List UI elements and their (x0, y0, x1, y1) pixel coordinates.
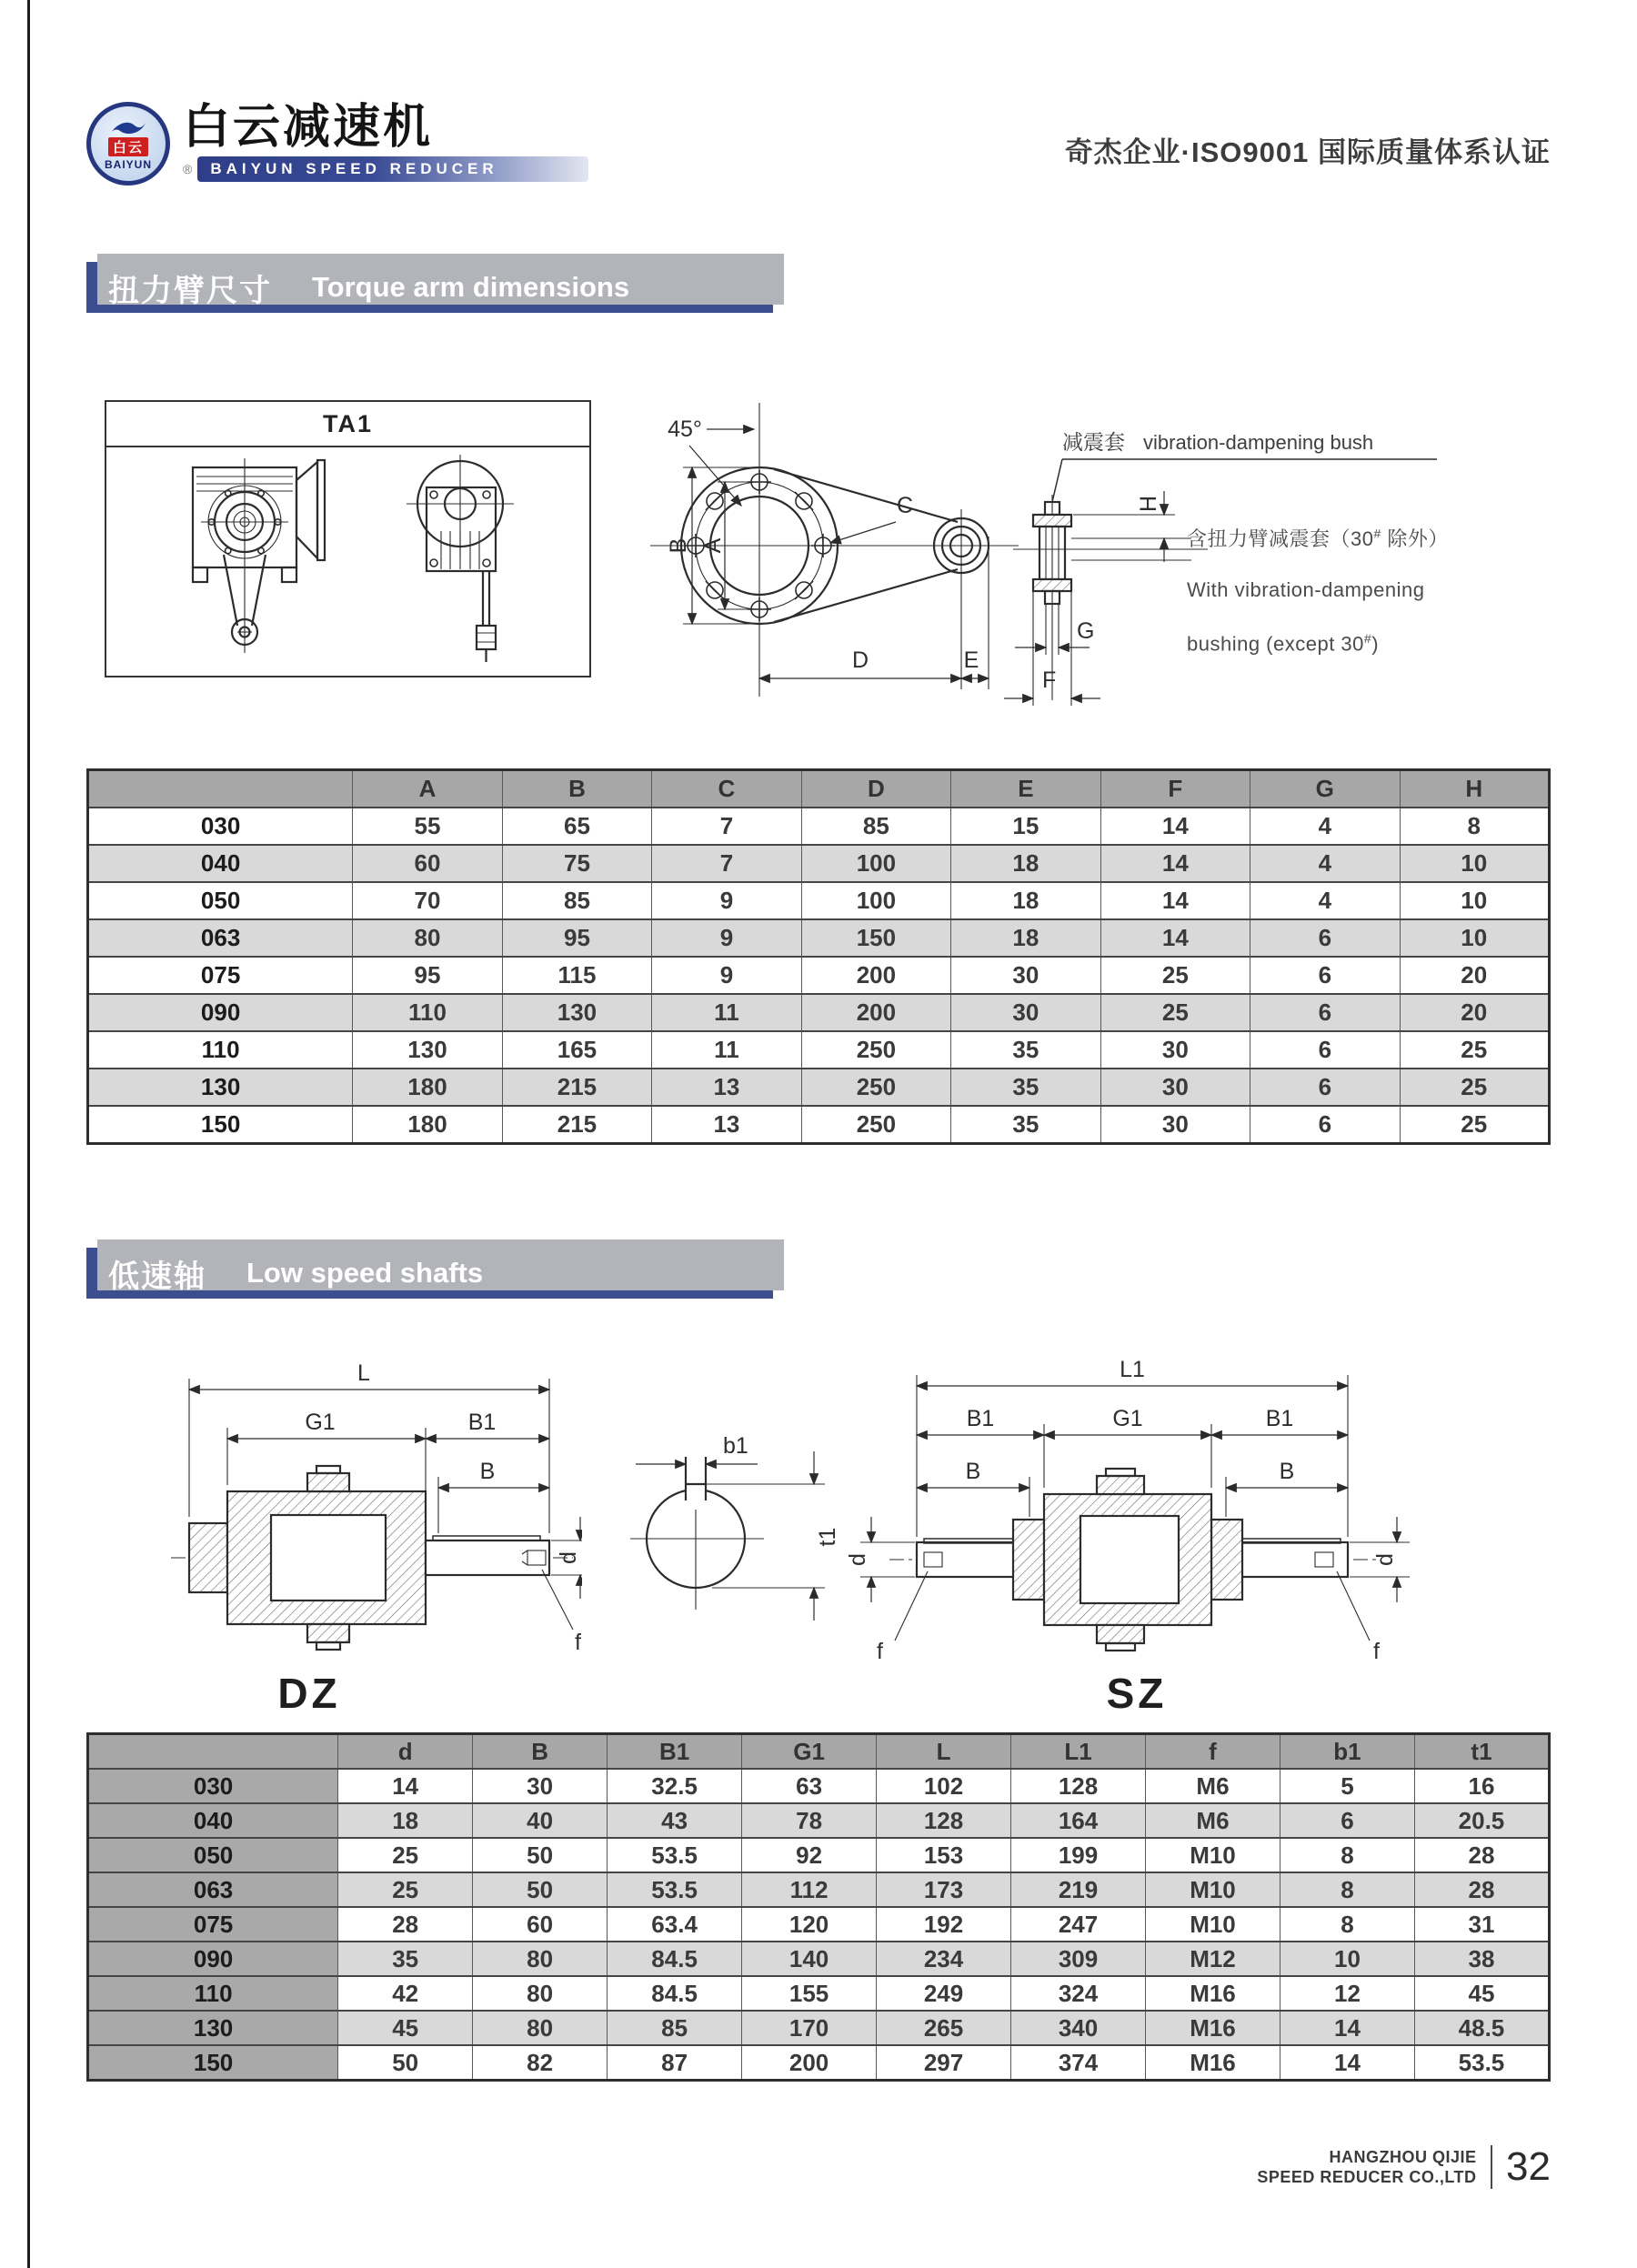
bush-note-cn: 含扭力臂减震套（30# 除外） (1187, 526, 1449, 550)
data-cell: 14 (1100, 882, 1250, 919)
row-label-cell: 050 (88, 1838, 338, 1872)
dim-label-d: d (845, 1553, 870, 1566)
data-cell: 215 (502, 1069, 651, 1106)
data-cell: 6 (1250, 1069, 1400, 1106)
data-cell: 4 (1250, 808, 1400, 845)
section-banner-low-speed (86, 1248, 773, 1299)
data-cell: 234 (877, 1942, 1011, 1976)
logo-text-block (183, 102, 588, 182)
data-cell: 95 (502, 919, 651, 957)
data-cell: 65 (502, 808, 651, 845)
registered-trademark-icon: ® (183, 162, 193, 176)
data-cell: 128 (1011, 1769, 1146, 1803)
data-cell: 13 (652, 1106, 801, 1144)
dz-view-label: DZ (277, 1670, 341, 1717)
data-cell: 45 (1414, 1976, 1549, 2011)
sz-view-label: SZ (1106, 1670, 1168, 1717)
data-cell: 32.5 (608, 1769, 742, 1803)
data-cell: 153 (877, 1838, 1011, 1872)
data-cell: 128 (877, 1803, 1011, 1838)
dim-label-45: 45° (668, 416, 702, 442)
page-footer (1257, 2144, 1551, 2190)
data-cell: 63.4 (608, 1907, 742, 1942)
low-speed-shaft-table (86, 1732, 1551, 2082)
data-cell: 250 (801, 1106, 950, 1144)
data-cell: 110 (353, 994, 502, 1031)
column-header (88, 770, 353, 808)
column-header: D (801, 770, 950, 808)
ta1-front-view (193, 458, 325, 653)
plan-dimensions (666, 416, 989, 678)
data-cell: 50 (473, 1872, 608, 1907)
sz-shaft-drawing (818, 1335, 1446, 1719)
data-cell: 9 (652, 882, 801, 919)
table-row (88, 2011, 1550, 2045)
column-header: F (1100, 770, 1250, 808)
row-label-cell: 075 (88, 1907, 338, 1942)
data-cell: M16 (1146, 1976, 1280, 2011)
data-cell: 100 (801, 882, 950, 919)
data-cell: 8 (1400, 808, 1549, 845)
section-title-en: Low speed shafts (246, 1257, 484, 1289)
data-cell: 43 (608, 1803, 742, 1838)
data-cell: 25 (1100, 994, 1250, 1031)
data-cell: 18 (338, 1803, 473, 1838)
dim-label-B: B (1279, 1459, 1295, 1484)
table-header-row (88, 1734, 1550, 1770)
dim-label-G: G (1077, 618, 1095, 644)
data-cell: M16 (1146, 2045, 1280, 2081)
data-cell: 80 (473, 1942, 608, 1976)
data-cell: 4 (1250, 882, 1400, 919)
data-cell: 14 (338, 1769, 473, 1803)
data-cell: 30 (951, 957, 1100, 994)
data-cell: 180 (353, 1069, 502, 1106)
dim-label-D: D (851, 647, 869, 673)
data-cell: M10 (1146, 1872, 1280, 1907)
data-cell: 4 (1250, 845, 1400, 882)
data-cell: 8 (1280, 1907, 1414, 1942)
column-header: B (502, 770, 651, 808)
data-cell: 85 (801, 808, 950, 845)
row-label-cell: 150 (88, 1106, 353, 1144)
data-cell: 165 (502, 1031, 651, 1069)
table-row (88, 1838, 1550, 1872)
data-cell: 249 (877, 1976, 1011, 2011)
dim-label-G1: G1 (305, 1410, 336, 1435)
data-cell: 200 (801, 994, 950, 1031)
data-cell: M6 (1146, 1803, 1280, 1838)
data-cell: 18 (951, 845, 1100, 882)
data-cell: 297 (877, 2045, 1011, 2081)
data-cell: 16 (1414, 1769, 1549, 1803)
row-label-cell: 090 (88, 994, 353, 1031)
data-cell: 140 (742, 1942, 877, 1976)
data-cell: 219 (1011, 1872, 1146, 1907)
data-cell: 215 (502, 1106, 651, 1144)
data-cell: 9 (652, 919, 801, 957)
data-cell: 9 (652, 957, 801, 994)
data-cell: 53.5 (608, 1872, 742, 1907)
column-header: A (353, 770, 502, 808)
data-cell: 70 (353, 882, 502, 919)
row-label-cell: 063 (88, 919, 353, 957)
data-cell: 20 (1400, 957, 1549, 994)
data-cell: 11 (652, 994, 801, 1031)
data-cell: 80 (353, 919, 502, 957)
data-cell: 340 (1011, 2011, 1146, 2045)
table-row (88, 957, 1550, 994)
page-edge-line (27, 0, 30, 2268)
data-cell: 13 (652, 1069, 801, 1106)
data-cell: 100 (801, 845, 950, 882)
data-cell: 25 (1400, 1031, 1549, 1069)
bush-note-en-line1: With vibration-dampening (1187, 578, 1425, 601)
bird-icon (109, 117, 147, 135)
data-cell: 60 (353, 845, 502, 882)
data-cell: M16 (1146, 2011, 1280, 2045)
data-cell: M12 (1146, 1942, 1280, 1976)
data-cell: 35 (951, 1069, 1100, 1106)
torque-arm-table (86, 768, 1551, 1145)
data-cell: 14 (1100, 808, 1250, 845)
dim-label-f: f (877, 1639, 883, 1664)
column-header: t1 (1414, 1734, 1549, 1770)
brand-logo (86, 102, 588, 186)
column-header: B1 (608, 1734, 742, 1770)
row-label-cell: 090 (88, 1942, 338, 1976)
data-cell: 25 (1400, 1069, 1549, 1106)
table-row (88, 845, 1550, 882)
data-cell: 78 (742, 1803, 877, 1838)
bush-label-cn: 减震套 (1062, 430, 1125, 454)
data-cell: 200 (801, 957, 950, 994)
data-cell: 10 (1400, 845, 1549, 882)
table-row (88, 919, 1550, 957)
data-cell: 324 (1011, 1976, 1146, 2011)
column-header: E (951, 770, 1100, 808)
data-cell: 75 (502, 845, 651, 882)
data-cell: M10 (1146, 1907, 1280, 1942)
data-cell: 5 (1280, 1769, 1414, 1803)
data-cell: 28 (1414, 1838, 1549, 1872)
data-cell: 30 (1100, 1069, 1250, 1106)
data-cell: 7 (652, 808, 801, 845)
column-header (88, 1734, 338, 1770)
data-cell: 25 (338, 1838, 473, 1872)
table-row (88, 1769, 1550, 1803)
data-cell: 115 (502, 957, 651, 994)
dim-label-B1: B1 (966, 1406, 995, 1431)
column-header: L (877, 1734, 1011, 1770)
table-row (88, 1031, 1550, 1069)
data-cell: 63 (742, 1769, 877, 1803)
data-cell: 10 (1400, 919, 1549, 957)
data-cell: 6 (1280, 1803, 1414, 1838)
logo-badge-en: BAIYUN (104, 157, 152, 171)
row-label-cell: 063 (88, 1872, 338, 1907)
row-label-cell: 030 (88, 808, 353, 845)
key-section-dimensions (636, 1433, 840, 1621)
data-cell: 6 (1250, 1031, 1400, 1069)
dim-label-L1: L1 (1120, 1357, 1145, 1382)
bush-label-en: vibration-dampening bush (1143, 431, 1374, 454)
key-section-body (630, 1457, 764, 1610)
column-header: C (652, 770, 801, 808)
data-cell: 95 (353, 957, 502, 994)
data-cell: 30 (1100, 1031, 1250, 1069)
data-cell: 10 (1400, 882, 1549, 919)
table-row (88, 1803, 1550, 1838)
data-cell: 40 (473, 1803, 608, 1838)
column-header: f (1146, 1734, 1280, 1770)
row-label-cell: 130 (88, 2011, 338, 2045)
data-cell: 14 (1100, 919, 1250, 957)
ta1-drawing (106, 447, 589, 673)
data-cell: 8 (1280, 1872, 1414, 1907)
data-cell: 130 (353, 1031, 502, 1069)
dim-label-H: H (1136, 495, 1161, 513)
column-header: B (473, 1734, 608, 1770)
data-cell: 18 (951, 919, 1100, 957)
data-cell: 120 (742, 1907, 877, 1942)
data-cell: 6 (1250, 957, 1400, 994)
ta1-frame (105, 400, 591, 677)
data-cell: 14 (1100, 845, 1250, 882)
row-label-cell: 130 (88, 1069, 353, 1106)
section-title-en: Torque arm dimensions (312, 271, 630, 303)
row-label-cell: 110 (88, 1031, 353, 1069)
table-row (88, 994, 1550, 1031)
row-label-cell: 050 (88, 882, 353, 919)
data-cell: 247 (1011, 1907, 1146, 1942)
dim-label-B: B (965, 1459, 981, 1484)
data-cell: 60 (473, 1907, 608, 1942)
logo-emblem (86, 102, 170, 186)
data-cell: 92 (742, 1838, 877, 1872)
data-cell: 38 (1414, 1942, 1549, 1976)
table-row (88, 1976, 1550, 2011)
data-cell: 200 (742, 2045, 877, 2081)
data-cell: M10 (1146, 1838, 1280, 1872)
table-row (88, 808, 1550, 845)
bush-leader (1052, 459, 1437, 502)
dim-label-G1: G1 (1112, 1406, 1143, 1431)
data-cell: 12 (1280, 1976, 1414, 2011)
data-cell: 6 (1250, 1106, 1400, 1144)
data-cell: 28 (1414, 1872, 1549, 1907)
data-cell: 173 (877, 1872, 1011, 1907)
data-cell: 31 (1414, 1907, 1549, 1942)
data-cell: 192 (877, 1907, 1011, 1942)
row-label-cell: 040 (88, 1803, 338, 1838)
bush-section-drawing (1000, 426, 1473, 718)
bush-note-en-line2: bushing (except 30#) (1187, 631, 1380, 656)
data-cell: 20.5 (1414, 1803, 1549, 1838)
data-cell: 130 (502, 994, 651, 1031)
dim-label-L: L (357, 1360, 370, 1386)
dim-label-C: C (896, 493, 914, 518)
data-cell: 80 (473, 1976, 608, 2011)
data-cell: 6 (1250, 919, 1400, 957)
data-cell: 30 (1100, 1106, 1250, 1144)
ta1-frame-label: TA1 (106, 402, 589, 447)
data-cell: 309 (1011, 1942, 1146, 1976)
data-cell: 155 (742, 1976, 877, 2011)
table-row (88, 1069, 1550, 1106)
column-header: d (338, 1734, 473, 1770)
logo-badge-cn: 白云 (108, 137, 148, 156)
data-cell: 87 (608, 2045, 742, 2081)
data-cell: 180 (353, 1106, 502, 1144)
table-row (88, 2045, 1550, 2081)
data-cell: 35 (338, 1942, 473, 1976)
column-header: G1 (742, 1734, 877, 1770)
table-header-row (88, 770, 1550, 808)
torque-arm-plan-drawing (596, 389, 1041, 706)
dim-label-b1: b1 (723, 1433, 748, 1459)
row-label-cell: 150 (88, 2045, 338, 2081)
data-cell: 25 (338, 1872, 473, 1907)
section-title-cn: 扭力臂尺寸 (108, 273, 272, 308)
dim-label-F: F (1042, 667, 1057, 693)
data-cell: 50 (473, 1838, 608, 1872)
data-cell: 14 (1280, 2011, 1414, 2045)
data-cell: M6 (1146, 1769, 1280, 1803)
data-cell: 30 (951, 994, 1100, 1031)
data-cell: 53.5 (1414, 2045, 1549, 2081)
column-header: H (1400, 770, 1549, 808)
data-cell: 18 (951, 882, 1100, 919)
column-header: L1 (1011, 1734, 1146, 1770)
data-cell: 28 (338, 1907, 473, 1942)
dim-label-B: B (479, 1459, 496, 1484)
data-cell: 6 (1250, 994, 1400, 1031)
header-certification-text: 奇杰企业·ISO9001 国际质量体系认证 (1064, 136, 1551, 168)
data-cell: 35 (951, 1031, 1100, 1069)
data-cell: 50 (338, 2045, 473, 2081)
sz-body (917, 1469, 1348, 1651)
dim-label-f: f (575, 1630, 581, 1655)
dim-label-B1: B1 (1265, 1406, 1294, 1431)
dim-label-B1: B1 (467, 1410, 497, 1435)
table-row (88, 1106, 1550, 1144)
data-cell: 14 (1280, 2045, 1414, 2081)
data-cell: 7 (652, 845, 801, 882)
row-label-cell: 075 (88, 957, 353, 994)
dz-body (189, 1466, 549, 1650)
data-cell: 15 (951, 808, 1100, 845)
section-title-cn: 低速轴 (108, 1259, 206, 1294)
row-label-cell: 110 (88, 1976, 338, 2011)
data-cell: 20 (1400, 994, 1549, 1031)
data-cell: 265 (877, 2011, 1011, 2045)
data-cell: 85 (502, 882, 651, 919)
data-cell: 82 (473, 2045, 608, 2081)
data-cell: 84.5 (608, 1942, 742, 1976)
row-label-cell: 040 (88, 845, 353, 882)
section-banner-torque-arm (86, 262, 773, 313)
dim-label-E: E (963, 647, 979, 673)
data-cell: 10 (1280, 1942, 1414, 1976)
dim-label-A: A (700, 537, 726, 554)
data-cell: 55 (353, 808, 502, 845)
data-cell: 35 (951, 1106, 1100, 1144)
data-cell: 250 (801, 1031, 950, 1069)
data-cell: 199 (1011, 1838, 1146, 1872)
data-cell: 30 (473, 1769, 608, 1803)
logo-title: 白云减速机 (183, 101, 434, 154)
footer-divider (1491, 2145, 1493, 2189)
data-cell: 80 (473, 2011, 608, 2045)
table-row (88, 1942, 1550, 1976)
data-cell: 25 (1400, 1106, 1549, 1144)
footer-company-name: HANGZHOU QIJIE SPEED REDUCER CO.,LTD (1257, 2148, 1477, 2186)
data-cell: 85 (608, 2011, 742, 2045)
table-row (88, 882, 1550, 919)
table-row (88, 1872, 1550, 1907)
dim-label-d: d (1372, 1553, 1398, 1566)
data-cell: 170 (742, 2011, 877, 2045)
data-cell: 164 (1011, 1803, 1146, 1838)
data-cell: 250 (801, 1069, 950, 1106)
data-cell: 42 (338, 1976, 473, 2011)
column-header: b1 (1280, 1734, 1414, 1770)
data-cell: 374 (1011, 2045, 1146, 2081)
dim-label-d: d (556, 1551, 581, 1564)
data-cell: 11 (652, 1031, 801, 1069)
row-label-cell: 030 (88, 1769, 338, 1803)
dim-label-t1: t1 (815, 1527, 840, 1547)
table-row (88, 1907, 1550, 1942)
bush-dimensions (1004, 491, 1175, 706)
data-cell: 84.5 (608, 1976, 742, 2011)
dz-shaft-drawing (118, 1344, 582, 1719)
page-number: 32 (1506, 2144, 1551, 2189)
data-cell: 25 (1100, 957, 1250, 994)
column-header: G (1250, 770, 1400, 808)
data-cell: 45 (338, 2011, 473, 2045)
dim-label-B: B (666, 537, 691, 554)
ta1-side-view (407, 455, 514, 662)
data-cell: 48.5 (1414, 2011, 1549, 2045)
dim-label-f: f (1373, 1639, 1380, 1664)
data-cell: 53.5 (608, 1838, 742, 1872)
data-cell: 102 (877, 1769, 1011, 1803)
data-cell: 8 (1280, 1838, 1414, 1872)
data-cell: 112 (742, 1872, 877, 1907)
data-cell: 150 (801, 919, 950, 957)
logo-subtitle-bar: BAIYUN SPEED REDUCER (197, 156, 588, 182)
